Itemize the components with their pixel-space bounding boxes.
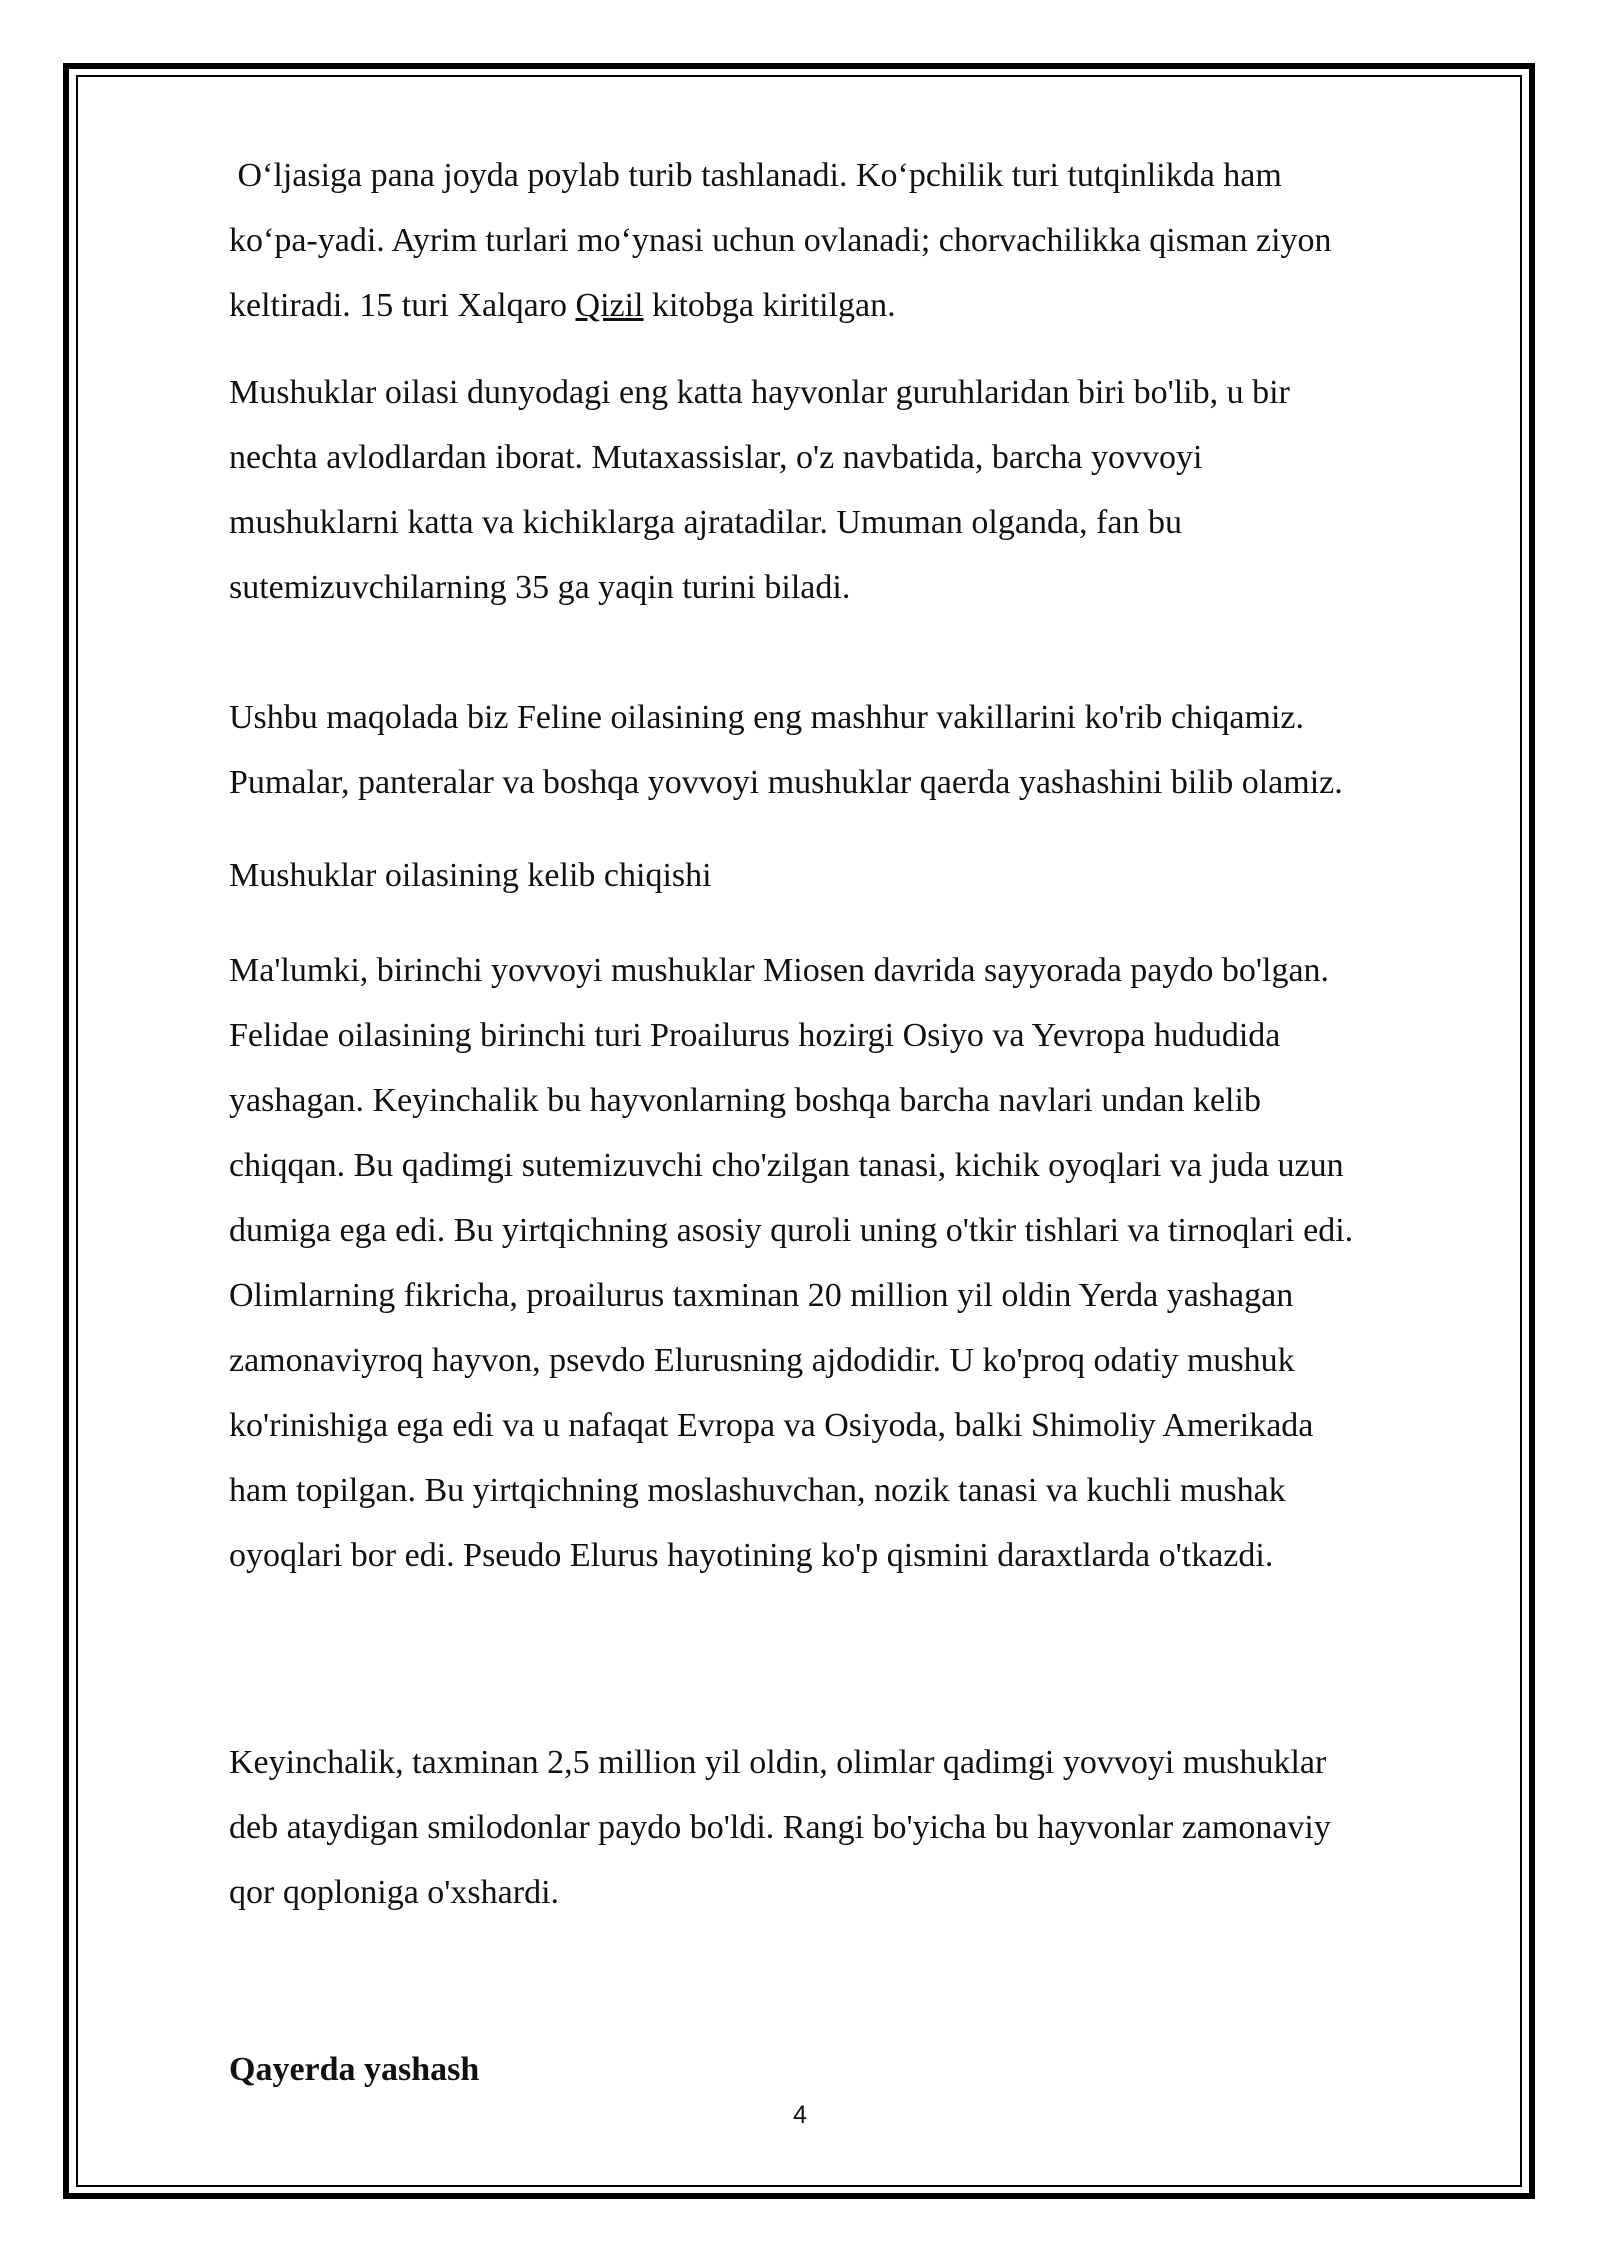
- text-line: qor qoploniga o'xshardi.: [229, 1874, 560, 1911]
- text-line: ham topilgan. Bu yirtqichning moslashuvchan, nozik tanasi va kuchli mushak: [229, 1472, 1286, 1509]
- text-segment: kitobga kiritilgan.: [643, 287, 896, 324]
- text-line: deb ataydigan smilodonlar paydo bo'ldi. Rangi bo'yicha bu hayvonlar zamonaviy: [229, 1809, 1331, 1846]
- text-line: mushuklarni katta va kichiklarga ajratadilar. Umuman olganda, fan bu: [229, 504, 1182, 541]
- page-number: 4: [793, 2101, 807, 2129]
- text-line: ko‘pa-yadi. Ayrim turlari mo‘ynasi uchun ovlanadi; chorvachilikka qisman ziyon: [229, 222, 1332, 259]
- subheading-origin: [229, 843, 1479, 908]
- text-line: ko'rinishiga ega edi va u nafaqat Evropa va Osiyoda, balki Shimoliy Amerikada: [229, 1407, 1314, 1444]
- text-line: Mushuklar oilasi dunyodagi eng katta hayvonlar guruhlaridan biri bo'lib, u bir: [229, 374, 1290, 411]
- text-line: Ma'lumki, birinchi yovvoyi mushuklar Miosen davrida sayyorada paydo bo'lgan.: [229, 952, 1330, 989]
- text-line: chiqqan. Bu qadimgi sutemizuvchi cho'zilgan tanasi, kichik oyoqlari va juda uzun: [229, 1147, 1344, 1184]
- paragraph-smilodon: [229, 1730, 1479, 1925]
- text-line: nechta avlodlardan iborat. Mutaxassislar, o'z navbatida, barcha yovvoyi: [229, 439, 1203, 476]
- text-line: Keyinchalik, taxminan 2,5 million yil oldin, olimlar qadimgi yovvoyi mushuklar: [229, 1744, 1327, 1781]
- text-line: zamonaviyroq hayvon, psevdo Elurusning ajdodidir. U ko'proq odatiy mushuk: [229, 1342, 1295, 1379]
- paragraph-family-overview: [229, 360, 1479, 620]
- heading-text: Qayerda yashash: [229, 2051, 480, 2088]
- text-line: [229, 273, 1479, 338]
- text-line: O‘ljasiga pana joyda poylab turib tashlanadi. Ko‘pchilik turi tutqinlikda ham: [229, 157, 1282, 194]
- paragraph-origin: [229, 938, 1479, 1588]
- text-segment: keltiradi. 15 turi Xalqaro: [229, 287, 576, 324]
- text-line: Pumalar, panteralar va boshqa yovvoyi mushuklar qaerda yashashini bilib olamiz.: [229, 764, 1343, 801]
- qizil-link[interactable]: Qizil: [575, 287, 644, 324]
- text-line: Ushbu maqolada biz Feline oilasining eng mashhur vakillarini ko'rib chiqamiz.: [229, 699, 1305, 736]
- text-line: oyoqlari bor edi. Pseudo Elurus hayotining ko'p qismini daraxtlarda o'tkazdi.: [229, 1537, 1274, 1574]
- paragraph-intro: [229, 143, 1479, 338]
- text-line: yashagan. Keyinchalik bu hayvonlarning boshqa barcha navlari undan kelib: [229, 1082, 1261, 1119]
- section-heading-habitat: [229, 2037, 1479, 2102]
- text-line: Olimlarning fikricha, proailurus taxminan 20 million yil oldin Yerda yashagan: [229, 1277, 1294, 1314]
- text-line: Felidae oilasining birinchi turi Proailurus hozirgi Osiyo va Yevropa hududida: [229, 1017, 1281, 1054]
- paragraph-article-intro: [229, 685, 1479, 815]
- text-line: sutemizuvchilarning 35 ga yaqin turini biladi.: [229, 569, 851, 606]
- text-line: Mushuklar oilasining kelib chiqishi: [229, 857, 712, 894]
- text-line: dumiga ega edi. Bu yirtqichning asosiy quroli uning o'tkir tishlari va tirnoqlari edi.: [229, 1212, 1354, 1249]
